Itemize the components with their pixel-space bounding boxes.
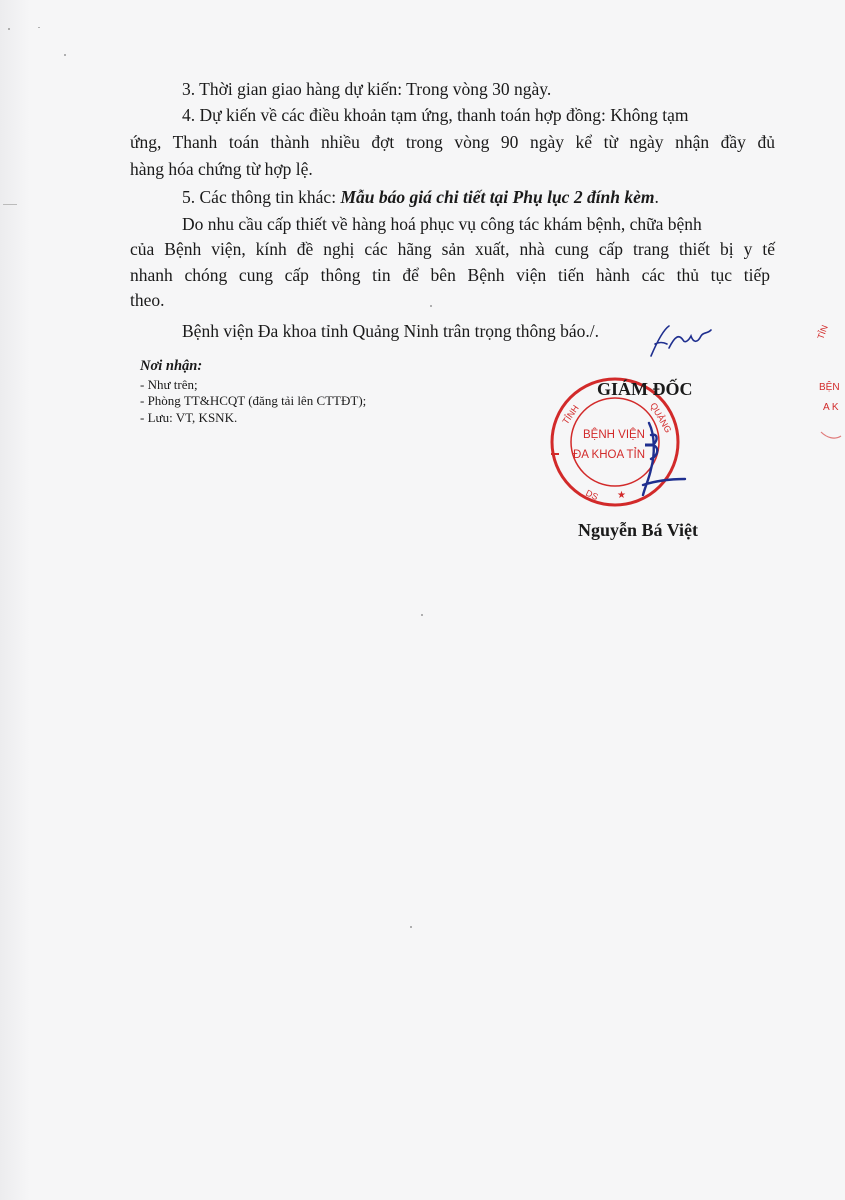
scan-speck	[410, 926, 412, 928]
recipients-block	[140, 358, 366, 426]
edge-seal-fragment	[815, 320, 845, 460]
seal-ring-right: QUẢNG	[648, 401, 674, 435]
item-5-other-info	[182, 186, 659, 208]
closing-statement: Bệnh viện Đa khoa tỉnh Quảng Ninh trân trọng thông báo./.	[182, 321, 600, 341]
recipient-item: - Như trên;	[140, 376, 198, 392]
seal-ring-bottom: DS	[584, 487, 600, 503]
initials-signature	[645, 322, 715, 362]
item-4-line-2: ứng, Thanh toán thành nhiều đợt trong vòng 90 ngày kể từ ngày nhận đầy đủ	[130, 132, 775, 152]
item-5-prefix: 5. Các thông tin khác:	[182, 187, 341, 207]
edge-stamp-line-3: A K	[823, 402, 839, 413]
signer-title: GIÁM ĐỐC	[597, 379, 693, 399]
scan-speck	[64, 54, 66, 56]
scan-speck	[8, 28, 10, 30]
request-line-2: của Bệnh viện, kính đề nghị các hãng sản xuất, nhà cung cấp trang thiết bị y tế	[130, 239, 775, 259]
director-signature	[625, 415, 695, 505]
recipient-item: - Phòng TT&HCQT (đăng tải lên CTTĐT);	[140, 393, 367, 408]
scan-mark	[3, 204, 17, 205]
recipient-item: - Lưu: VT, KSNK.	[140, 409, 238, 425]
scan-speck	[38, 27, 40, 28]
item-4-line-1: 4. Dự kiến về các điều khoản tạm ứng, thanh toán hợp đồng: Không tạm	[182, 105, 689, 125]
scan-edge-shadow	[0, 0, 30, 1200]
signature-block	[540, 370, 750, 560]
item-3-delivery-time: 3. Thời gian giao hàng dự kiến: Trong vòng 30 ngày.	[182, 79, 552, 99]
svg-text:★: ★	[617, 490, 626, 501]
scan-speck	[421, 614, 423, 616]
seal-ring-left: TỈNH	[560, 403, 581, 427]
item-5-end: .	[654, 187, 659, 207]
item-5-emphasis: Mẫu báo giá chi tiết tại Phụ lục 2 đính kèm	[340, 187, 655, 207]
seal-line-1: BỆNH VIỆN	[583, 429, 645, 441]
edge-stamp-line-1: TỈN	[815, 323, 830, 341]
item-4-line-3: hàng hóa chứng từ hợp lệ.	[130, 159, 313, 179]
seal-line-2: ĐA KHOA TỈN	[573, 449, 646, 461]
signer-name: Nguyễn Bá Việt	[578, 520, 699, 540]
recipients-title: Nơi nhận:	[140, 358, 203, 374]
request-line-3: nhanh chóng cung cấp thông tin để bên Bệnh viện tiến hành các thủ tục tiếp	[130, 265, 770, 285]
request-line-1: Do nhu cầu cấp thiết về hàng hoá phục vụ công tác khám bệnh, chữa bệnh	[182, 214, 702, 234]
request-line-4: theo.	[130, 290, 165, 310]
scan-speck	[430, 305, 432, 307]
edge-stamp-line-2: BỆN	[819, 382, 840, 393]
